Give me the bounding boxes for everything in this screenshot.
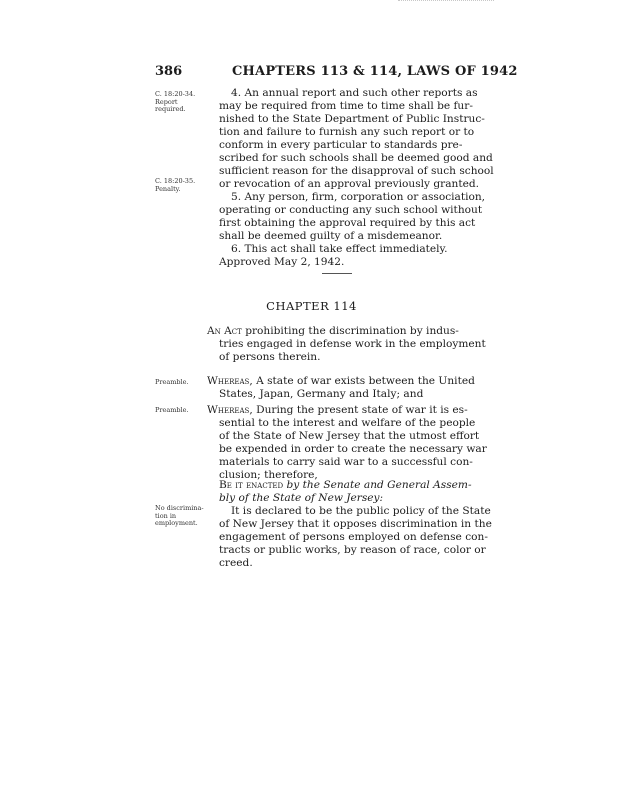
margin-note-cite: C. 18:20-34. bbox=[155, 90, 196, 98]
text-line: A state of war exists between the United bbox=[256, 375, 475, 387]
margin-note-line: required. bbox=[155, 105, 186, 113]
margin-note-penalty bbox=[155, 178, 195, 193]
text-line: scribed for such schools shall be deemed good and bbox=[219, 152, 493, 164]
act-lead: An Act bbox=[207, 325, 242, 337]
text-line: During the present state of war it is es- bbox=[256, 404, 468, 416]
text-line: sufficient reason for the disapproval of such school bbox=[219, 165, 494, 177]
text-line: It is declared to be the public policy of the State bbox=[231, 505, 491, 517]
enacting-clause bbox=[219, 479, 474, 505]
text-line: prohibiting the discrimination by indus- bbox=[245, 325, 459, 337]
act-title bbox=[207, 325, 486, 364]
margin-note-preamble-1: Preamble. bbox=[155, 378, 189, 386]
scan-mark bbox=[398, 0, 494, 7]
section-4 bbox=[219, 87, 494, 191]
margin-note-cite: C. 18:20-35. bbox=[155, 177, 196, 185]
running-head: CHAPTERS 113 & 114, LAWS OF 1942 bbox=[232, 64, 518, 79]
margin-note-report bbox=[155, 91, 195, 114]
text-line: creed. bbox=[219, 557, 253, 569]
approved-date: Approved May 2, 1942. bbox=[219, 256, 345, 268]
section-5 bbox=[219, 191, 486, 243]
margin-note-line: tion in bbox=[155, 511, 177, 520]
text-line: conform in every particular to standards pre- bbox=[219, 139, 463, 151]
margin-note-line: Report bbox=[155, 97, 178, 106]
enacting-lead: Be it enacted bbox=[219, 479, 284, 491]
whereas-lead: Whereas, bbox=[207, 375, 253, 387]
text-line: by the Senate and General Assem- bbox=[286, 479, 472, 491]
section-6: 6. This act shall take effect immediately. bbox=[231, 243, 448, 255]
whereas-2 bbox=[207, 404, 487, 482]
whereas-1 bbox=[207, 375, 475, 401]
text-line: tracts or public works, by reason of race, color or bbox=[219, 544, 486, 556]
text-line: shall be deemed guilty of a misdemeanor. bbox=[219, 230, 443, 242]
text-line: of persons therein. bbox=[219, 351, 321, 363]
text-line: or revocation of an approval previously granted. bbox=[219, 178, 480, 190]
margin-note-preamble-2: Preamble. bbox=[155, 406, 189, 414]
text-line: of New Jersey that it opposes discrimination in the bbox=[219, 518, 492, 530]
text-line: sential to the interest and welfare of the people bbox=[219, 417, 476, 429]
text-line: clusion; therefore, bbox=[219, 469, 318, 481]
section-separator bbox=[322, 273, 352, 274]
text-line: bly of the State of New Jersey: bbox=[219, 492, 384, 504]
text-line: engagement of persons employed on defense con- bbox=[219, 531, 488, 543]
text-line: tries engaged in defense work in the employment bbox=[219, 338, 486, 350]
margin-note-line: employment. bbox=[155, 519, 198, 527]
margin-note-line: No discrimina- bbox=[155, 504, 204, 512]
section-1 bbox=[219, 505, 492, 570]
text-line: 5. Any person, firm, corporation or association, bbox=[231, 191, 486, 203]
text-line: may be required from time to time shall be fur- bbox=[219, 100, 473, 112]
text-line: be expended in order to create the necessary war bbox=[219, 443, 487, 455]
text-line: nished to the State Department of Public Instruc- bbox=[219, 113, 485, 125]
text-line: first obtaining the approval required by this act bbox=[219, 217, 476, 229]
text-line: of the State of New Jersey that the utmost effort bbox=[219, 430, 480, 442]
text-line: materials to carry said war to a successful con- bbox=[219, 456, 473, 468]
text-line: 4. An annual report and such other reports as bbox=[231, 87, 478, 99]
chapter-title: CHAPTER 114 bbox=[266, 299, 357, 313]
text-line: States, Japan, Germany and Italy; and bbox=[219, 388, 424, 400]
whereas-lead: Whereas, bbox=[207, 404, 253, 416]
text-line: operating or conducting any such school without bbox=[219, 204, 483, 216]
margin-note-discrimination bbox=[155, 505, 204, 528]
page-number: 386 bbox=[155, 64, 183, 79]
margin-note-line: Penalty. bbox=[155, 184, 181, 193]
text-line: tion and failure to furnish any such report or to bbox=[219, 126, 475, 138]
